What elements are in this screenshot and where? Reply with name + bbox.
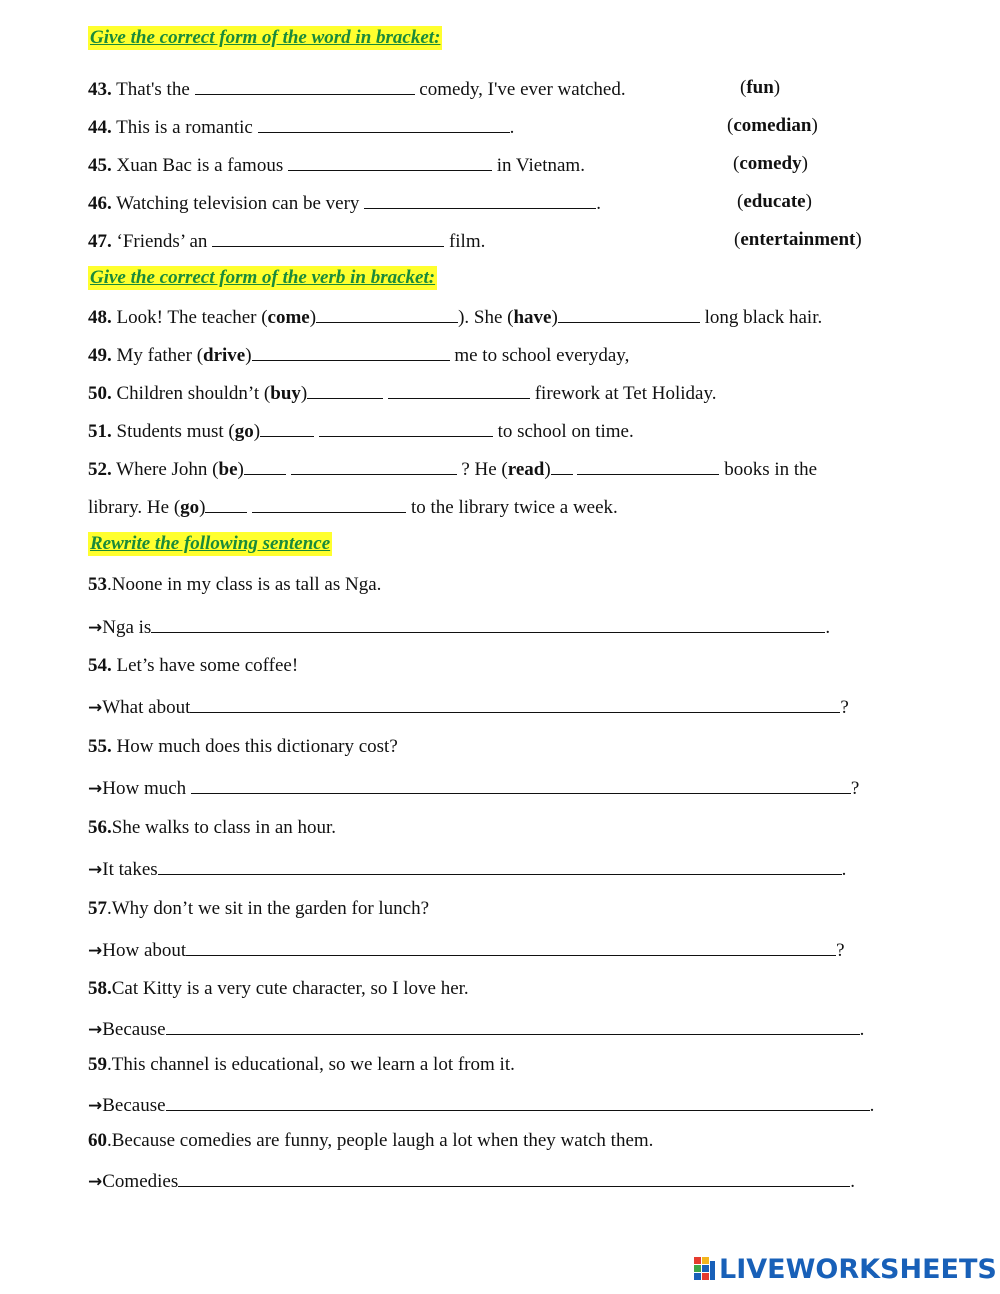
question-text: This is a romantic xyxy=(111,117,258,138)
section-heading-word-form: Give the correct form of the word in bracket: xyxy=(90,27,441,48)
question-43 xyxy=(88,76,626,102)
verb-hint: drive xyxy=(203,345,246,366)
question-text: comedy, I've ever watched. xyxy=(414,79,626,100)
arrow-right-icon: → xyxy=(88,1096,103,1116)
question-59 xyxy=(88,1053,515,1077)
question-number: 48. xyxy=(88,307,112,328)
answer-blank[interactable] xyxy=(558,304,700,323)
arrow-right-icon: → xyxy=(88,860,103,880)
question-number: 50. xyxy=(88,383,112,404)
section-heading-verb-form: Give the correct form of the verb in bracket: xyxy=(90,267,436,288)
answer-blank[interactable] xyxy=(151,614,825,633)
answer-start: It takes xyxy=(102,859,158,880)
question-text: Children shouldn’t ( xyxy=(111,383,271,404)
answer-blank[interactable] xyxy=(577,456,719,475)
answer-end: ? xyxy=(850,778,860,799)
word-hint: (fun) xyxy=(740,77,781,98)
hint-word: entertainment xyxy=(740,229,856,250)
answer-start: How much xyxy=(102,778,191,799)
question-number: 57 xyxy=(88,898,107,919)
answer-end: . xyxy=(859,1019,865,1040)
answer-blank[interactable] xyxy=(178,1168,850,1187)
question-text: Let’s have some coffee! xyxy=(111,655,299,676)
answer-blank[interactable] xyxy=(316,304,458,323)
question-text: That's the xyxy=(111,79,195,100)
question-text: Students must ( xyxy=(111,421,235,442)
section-heading-rewrite: Rewrite the following sentence xyxy=(90,533,331,554)
answer-blank[interactable] xyxy=(166,1016,860,1035)
answer-line-53 xyxy=(88,614,830,640)
question-text: Watching television can be very xyxy=(111,193,365,214)
question-57 xyxy=(88,897,429,921)
question-text: She walks to class in an hour. xyxy=(111,817,337,838)
answer-start: Comedies xyxy=(102,1171,179,1192)
question-text: .Why don’t we sit in the garden for lunch? xyxy=(107,898,430,919)
answer-blank[interactable] xyxy=(166,1092,870,1111)
question-text: How much does this dictionary cost? xyxy=(111,736,398,757)
liveworksheets-logo[interactable] xyxy=(694,1254,997,1284)
question-number: 44. xyxy=(88,117,112,138)
arrow-right-icon: → xyxy=(88,779,103,799)
verb-hint: come xyxy=(267,307,310,328)
arrow-right-icon: → xyxy=(88,941,103,961)
question-number: 43. xyxy=(88,79,112,100)
question-number: 47. xyxy=(88,231,112,252)
question-text: .This channel is educational, so we learn a lot from it. xyxy=(107,1054,515,1075)
question-text: . xyxy=(596,193,601,214)
question-number: 58. xyxy=(88,978,112,999)
answer-line-58 xyxy=(88,1016,864,1042)
answer-line-56 xyxy=(88,856,846,882)
question-51: 51. Students must (go) to school on time. xyxy=(88,418,634,444)
question-text: to school on time. xyxy=(492,421,634,442)
question-49: 49. My father (drive) me to school everyday, xyxy=(88,342,629,368)
question-text: me to school everyday, xyxy=(449,345,630,366)
question-number: 53 xyxy=(88,574,107,595)
question-text: ). She ( xyxy=(458,307,514,328)
answer-line-54 xyxy=(88,694,849,720)
question-text: .Noone in my class is as tall as Nga. xyxy=(107,574,382,595)
question-text: ‘Friends’ an xyxy=(111,231,213,252)
question-text: ? He ( xyxy=(456,459,508,480)
question-text: .Because comedies are funny, people laugh a lot when they watch them. xyxy=(107,1130,654,1151)
liveworksheets-logo-text: LIVEWORKSHEETS xyxy=(719,1253,997,1285)
answer-start: Because xyxy=(102,1019,166,1040)
arrow-right-icon: → xyxy=(88,1172,103,1192)
question-number: 45. xyxy=(88,155,112,176)
answer-blank[interactable] xyxy=(258,114,510,133)
answer-blank[interactable] xyxy=(364,190,596,209)
question-number: 55. xyxy=(88,736,112,757)
question-text: My father ( xyxy=(111,345,204,366)
answer-end: . xyxy=(825,617,831,638)
answer-blank[interactable] xyxy=(388,380,530,399)
verb-hint: buy xyxy=(270,383,301,404)
question-46 xyxy=(88,190,601,216)
answer-blank[interactable] xyxy=(186,937,836,956)
answer-start: Because xyxy=(102,1095,166,1116)
word-hint: (comedy) xyxy=(733,153,808,174)
question-52: 52. Where John (be) ? He (read) books in the xyxy=(88,456,817,482)
question-number: 60 xyxy=(88,1130,107,1151)
question-text: to the library twice a week. xyxy=(406,497,618,518)
question-number: 52. xyxy=(88,459,112,480)
word-hint: (educate) xyxy=(737,191,812,212)
question-52-continued: library. He (go) to the library twice a week. xyxy=(88,494,618,520)
question-48: 48. Look! The teacher (come) ). She (have) long black hair. xyxy=(88,304,822,330)
question-number: 49. xyxy=(88,345,112,366)
answer-start: Nga is xyxy=(102,617,152,638)
answer-blank[interactable] xyxy=(158,856,842,875)
question-55 xyxy=(88,735,398,759)
answer-blank[interactable] xyxy=(212,228,444,247)
answer-blank[interactable] xyxy=(252,494,406,513)
word-hint: (entertainment) xyxy=(734,229,862,250)
verb-hint: go xyxy=(234,421,254,442)
question-60 xyxy=(88,1129,653,1153)
answer-blank-aux[interactable] xyxy=(260,418,314,437)
hint-word: fun xyxy=(746,77,774,98)
answer-blank[interactable] xyxy=(319,418,493,437)
answer-blank-aux[interactable] xyxy=(244,456,286,475)
question-45 xyxy=(88,152,585,178)
answer-end: ? xyxy=(836,940,845,961)
word-hint: (comedian) xyxy=(727,115,818,136)
answer-blank[interactable] xyxy=(191,775,851,794)
verb-hint: have xyxy=(513,307,552,328)
answer-line-60 xyxy=(88,1168,855,1194)
question-text: Xuan Bac is a famous xyxy=(111,155,288,176)
arrow-right-icon: → xyxy=(88,698,103,718)
answer-end: ? xyxy=(840,697,849,718)
answer-end: . xyxy=(869,1095,875,1116)
question-text: library. He ( xyxy=(88,497,181,518)
question-text: firework at Tet Holiday. xyxy=(529,383,717,404)
question-44 xyxy=(88,114,514,140)
answer-blank[interactable] xyxy=(288,152,492,171)
answer-end: . xyxy=(850,1171,855,1192)
answer-line-57 xyxy=(88,937,845,963)
answer-blank[interactable] xyxy=(252,342,450,361)
answer-blank-aux[interactable] xyxy=(307,380,383,399)
question-number: 56. xyxy=(88,817,112,838)
hint-word: educate xyxy=(743,191,806,212)
question-50: 50. Children shouldn’t (buy) firework at Tet Holiday. xyxy=(88,380,717,406)
question-47 xyxy=(88,228,485,254)
question-text: Look! The teacher ( xyxy=(111,307,268,328)
verb-hint: read xyxy=(507,459,545,480)
question-text: books in the xyxy=(719,459,818,480)
liveworksheets-logo-icon xyxy=(694,1257,716,1281)
answer-blank-aux[interactable] xyxy=(551,456,573,475)
question-number: 46. xyxy=(88,193,112,214)
answer-blank[interactable] xyxy=(291,456,457,475)
verb-hint: be xyxy=(218,459,238,480)
question-text: . xyxy=(509,117,515,138)
arrow-right-icon: → xyxy=(88,618,103,638)
question-text: film. xyxy=(444,231,486,252)
question-text: Where John ( xyxy=(111,459,219,480)
answer-line-59 xyxy=(88,1092,874,1118)
question-text: long black hair. xyxy=(699,307,823,328)
question-text: in Vietnam. xyxy=(491,155,585,176)
question-54 xyxy=(88,654,298,678)
question-53 xyxy=(88,573,381,597)
answer-start: How about xyxy=(102,940,187,961)
answer-start: What about xyxy=(102,697,191,718)
verb-hint: go xyxy=(180,497,200,518)
answer-line-55 xyxy=(88,775,859,801)
arrow-right-icon: → xyxy=(88,1020,103,1040)
answer-blank[interactable] xyxy=(195,76,415,95)
question-number: 59 xyxy=(88,1054,107,1075)
hint-word: comedy xyxy=(739,153,802,174)
question-number: 51. xyxy=(88,421,112,442)
question-58 xyxy=(88,977,469,1001)
hint-word: comedian xyxy=(733,115,812,136)
answer-end: . xyxy=(841,859,847,880)
question-56 xyxy=(88,816,336,840)
question-text: Cat Kitty is a very cute character, so I love her. xyxy=(111,978,469,999)
question-number: 54. xyxy=(88,655,112,676)
answer-blank-aux[interactable] xyxy=(205,494,247,513)
answer-blank[interactable] xyxy=(190,694,840,713)
